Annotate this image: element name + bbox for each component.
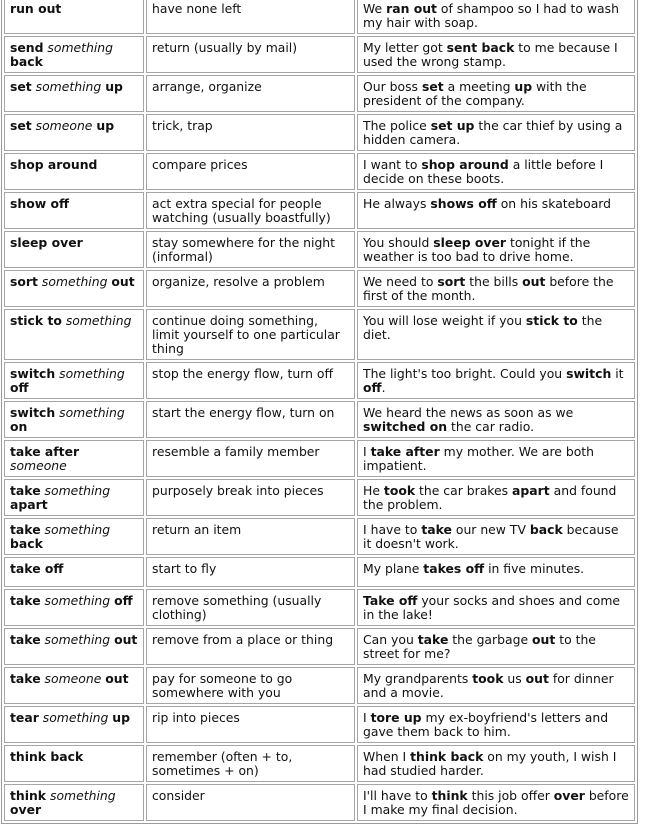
example-segment: take after [370,444,440,459]
meaning-cell [146,440,355,477]
example-segment: back [529,522,563,537]
example-segment: The police [363,118,431,133]
example-segment: take [417,632,449,647]
table-row [4,192,635,229]
example-segment: apart [512,483,550,498]
verb-segment: someone [40,671,106,686]
verb-segment: apart [10,497,48,512]
table-row [4,440,635,477]
meaning-text: return (usually by mail) [152,40,298,55]
example-segment: took [383,483,416,498]
meaning-cell [146,745,355,782]
example-segment: Can you [363,632,418,647]
phrasal-verb-cell [4,75,144,112]
example-segment: the car brakes [415,483,513,498]
meaning-cell [146,309,355,360]
meaning-text: return an item [152,522,242,537]
example-segment: You will lose weight if you [363,313,526,328]
verb-segment: up [96,118,115,133]
example-segment: a little before I decide on these boots. [363,157,604,186]
example-segment: We need to [363,274,438,289]
example-segment: switch [566,366,612,381]
phrasal-verb-cell [4,479,144,516]
example-segment: The light's too bright. Could you [363,366,567,381]
example-segment: set up [430,118,475,133]
verb-segment: take [10,671,41,686]
meaning-text: resemble a family member [152,444,320,459]
meaning-text: organize, resolve a problem [152,274,325,289]
example-segment: sort [437,274,466,289]
meaning-cell [146,706,355,743]
example-segment: I [363,710,371,725]
example-cell [357,231,635,268]
meaning-text: continue doing something, limit yourself to one particular thing [152,313,340,356]
phrasal-verb-cell [4,628,144,665]
verb-segment: stick to [10,313,62,328]
meaning-cell [146,401,355,438]
example-segment: up [514,79,533,94]
meaning-cell [146,75,355,112]
table-row [4,401,635,438]
example-segment: Take off [363,593,418,608]
meaning-cell [146,589,355,626]
verb-segment: something [40,522,111,537]
phrasal-verb-cell [4,518,144,555]
example-segment: think back [410,749,484,764]
example-segment: my mother. We are both impatient. [363,444,595,473]
table-row [4,114,635,151]
example-cell [357,589,635,626]
meaning-text: stay somewhere for the night (informal) [152,235,336,264]
verb-segment: take after [10,444,80,459]
example-segment: to me because I used the wrong stamp. [363,40,618,69]
meaning-text: compare prices [152,157,248,172]
example-cell [357,0,635,34]
phrasal-verb-cell [4,745,144,782]
example-segment: stick to [525,313,578,328]
phrasal-verb-cell [4,153,144,190]
verb-segment: set [10,118,32,133]
meaning-cell [146,270,355,307]
meaning-cell [146,0,355,34]
table-row [4,706,635,743]
table-row [4,270,635,307]
meaning-cell [146,192,355,229]
verb-segment: tear [10,710,39,725]
meaning-cell [146,362,355,399]
example-cell [357,667,635,704]
verb-segment: sort [10,274,38,289]
verb-segment: up [105,79,123,94]
example-cell [357,192,635,229]
verb-segment: someone [31,118,97,133]
example-segment: set [421,79,444,94]
example-segment: My letter got [363,40,447,55]
example-segment: Our boss [363,79,422,94]
example-cell [357,628,635,665]
phrasal-verb-cell [4,440,144,477]
example-cell [357,75,635,112]
meaning-cell [146,518,355,555]
meaning-cell [146,36,355,73]
example-segment: out [525,671,549,686]
example-segment: He always [363,196,431,211]
phrasal-verb-cell [4,231,144,268]
table-row [4,231,635,268]
example-segment: My grandparents [363,671,473,686]
table-row [4,518,635,555]
example-segment: the bills [465,274,523,289]
meaning-text: consider [152,788,205,803]
table-row [4,745,635,782]
example-segment: I want to [363,157,422,172]
meaning-text: remove something (usually clothing) [152,593,322,622]
meaning-cell [146,114,355,151]
example-segment: us [503,671,526,686]
verb-segment: take [10,522,41,537]
meaning-cell [146,231,355,268]
meaning-text: have none left [152,1,242,16]
phrasal-verb-cell [4,362,144,399]
meaning-text: pay for someone to go somewhere with you [152,671,293,700]
example-segment: . [381,380,386,395]
phrasal-verb-cell [4,0,144,34]
example-segment: out [532,632,556,647]
example-segment: We heard the news as soon as we [363,405,574,420]
verb-segment: out [105,671,129,686]
example-segment: the car thief by using a hidden camera. [363,118,623,147]
verb-segment: sleep over [10,235,83,250]
verb-segment: out [111,274,135,289]
verb-segment: think [10,788,47,803]
meaning-text: start to fly [152,561,217,576]
example-segment: tore up [370,710,422,725]
example-segment: and found the problem. [363,483,617,512]
example-segment: He [363,483,384,498]
example-segment: takes off [423,561,485,576]
example-segment: sleep over [433,235,507,250]
verb-segment: off [10,380,29,395]
verb-segment: something [40,632,115,647]
example-segment: it [611,366,624,381]
verb-segment: think back [10,749,84,764]
phrasal-verb-cell [4,706,144,743]
example-segment: the diet. [363,313,603,342]
verb-segment: switch [10,405,56,420]
meaning-text: act extra special for people watching (usually boastfully) [152,196,331,225]
phrasal-verb-cell [4,401,144,438]
meaning-text: arrange, organize [152,79,262,94]
phrasal-verb-cell [4,270,144,307]
example-cell [357,440,635,477]
verb-segment: over [10,802,42,817]
verb-segment: something [43,40,114,55]
example-cell [357,153,635,190]
example-segment: My plane [363,561,424,576]
table-row [4,153,635,190]
verb-segment: send [10,40,44,55]
phrasal-verb-cell [4,557,144,587]
example-segment: before the first of the month. [363,274,614,303]
example-segment: When I [363,749,411,764]
phrasal-verb-cell [4,589,144,626]
example-segment: I have to [363,522,422,537]
example-segment: our new TV [451,522,530,537]
verb-segment: run out [10,1,62,16]
example-segment: I [363,444,371,459]
example-cell [357,784,635,821]
example-segment: in five minutes. [484,561,585,576]
example-segment: over [553,788,585,803]
meaning-cell [146,784,355,821]
example-segment: on my youth, I wish I had studied harder. [363,749,617,778]
verb-segment: something [46,788,116,803]
table-row [4,362,635,399]
example-segment: You should [363,235,434,250]
verb-segment: something [55,366,125,381]
example-segment: out [522,274,546,289]
meaning-text: stop the energy flow, turn off [152,366,333,381]
verb-segment: out [114,632,138,647]
phrasal-verb-cell [4,192,144,229]
verb-segment: something [61,313,132,328]
meaning-text: rip into pieces [152,710,240,725]
example-segment: off [363,380,382,395]
verb-segment: something [40,593,115,608]
example-cell [357,309,635,360]
example-segment: tonight if the weather is too bad to drive home. [363,235,591,264]
example-segment: the car radio. [447,419,535,434]
example-cell [357,401,635,438]
example-segment: to the street for me? [363,632,596,661]
example-cell [357,362,635,399]
example-segment: before I make my final decision. [363,788,629,817]
verb-segment: take [10,483,41,498]
example-cell [357,518,635,555]
example-segment: shows off [430,196,497,211]
example-segment: sent back [446,40,515,55]
example-segment: take [421,522,452,537]
meaning-cell [146,557,355,587]
table-row [4,0,635,34]
example-cell [357,706,635,743]
example-segment: think [431,788,468,803]
verb-segment: something [37,274,112,289]
example-segment: We [363,1,387,16]
verb-segment: shop around [10,157,98,172]
example-segment: the garbage [448,632,533,647]
example-cell [357,36,635,73]
meaning-cell [146,628,355,665]
table-row [4,479,635,516]
example-segment: on his skateboard [496,196,612,211]
example-segment: because it doesn't work. [363,522,619,551]
table-row [4,309,635,360]
example-segment: took [472,671,504,686]
verb-segment: take [10,632,41,647]
verb-segment: switch [10,366,56,381]
table-row [4,667,635,704]
verb-segment: up [112,710,130,725]
phrasal-verb-cell [4,114,144,151]
phrasal-verb-cell [4,784,144,821]
table-row [4,589,635,626]
example-cell [357,557,635,587]
example-cell [357,114,635,151]
meaning-text: trick, trap [152,118,213,133]
example-segment: ran out [386,1,437,16]
example-segment: a meeting [443,79,515,94]
example-cell [357,270,635,307]
table-row [4,36,635,73]
table-row [4,784,635,821]
table-row [4,75,635,112]
example-segment: with the president of the company. [363,79,587,108]
verb-segment: take off [10,561,64,576]
example-segment: of shampoo so I had to wash my hair with soap. [363,1,619,30]
example-cell [357,479,635,516]
verb-segment: on [10,419,28,434]
meaning-cell [146,153,355,190]
table-body [4,0,635,821]
verb-segment: back [10,536,43,551]
verb-segment: take [10,593,41,608]
phrasal-verb-cell [4,667,144,704]
example-segment: this job offer [467,788,554,803]
meaning-cell [146,479,355,516]
table-row [4,628,635,665]
verb-segment: show off [10,196,70,211]
verb-segment: someone [10,458,67,473]
phrasal-verb-cell [4,36,144,73]
phrasal-verb-cell [4,309,144,360]
meaning-cell [146,667,355,704]
meaning-text: remember (often + to, sometimes + on) [152,749,293,778]
verb-segment: off [114,593,133,608]
verb-segment: something [31,79,106,94]
meaning-text: remove from a place or thing [152,632,334,647]
table-row [4,557,635,587]
example-segment: your socks and shoes and come in the lake! [363,593,621,622]
meaning-text: start the energy flow, turn on [152,405,335,420]
verb-segment: set [10,79,32,94]
verb-segment: something [55,405,125,420]
verb-segment: something [38,710,113,725]
example-cell [357,745,635,782]
example-segment: shop around [421,157,509,172]
meaning-text: purposely break into pieces [152,483,324,498]
example-segment: my ex-boyfriend's letters and gave them back to him. [363,710,609,739]
verb-segment: something [40,483,111,498]
verb-segment: back [10,54,43,69]
example-segment: for dinner and a movie. [363,671,614,700]
example-segment: I'll have to [363,788,432,803]
phrasal-verbs-table [1,0,638,824]
example-segment: switched on [363,419,448,434]
